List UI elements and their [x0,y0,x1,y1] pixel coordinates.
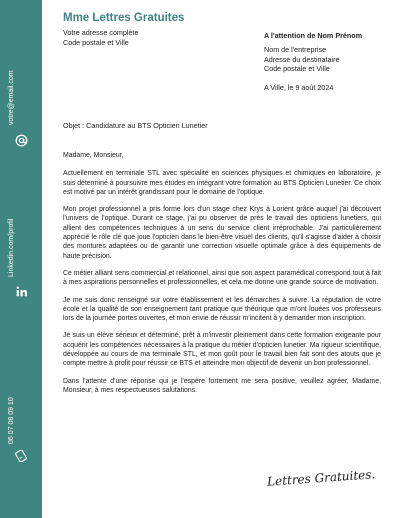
sidebar-phone[interactable]: 06 07 08 09 10 [8,397,15,444]
sidebar [0,0,42,518]
letter-paragraph: Dans l'attente d'une réponse qui je l'espère fortement me sera positive, veuillez agréer, Madame, Monsieur, à mes respectueuses salutations. [63,377,381,394]
sidebar-linkedin[interactable]: Linkedin.com/profil [8,218,15,277]
letter-paragraph: Actuellement en terminale STL avec spécialité en sciences physiques et chimiques en laboratoire, je suis déterminé à poursuivre mes études en intégrant votre formation au BTS Opticien Lunetier. Ce choix est motivé par un intérêt grandissant pour le domaine de l'optique. [63,170,381,196]
signature: Lettres Gratuites. [266,467,376,489]
phone-icon [14,449,28,463]
letter-paragraph: Ce métier alliant sens commercial et relationnel, ainsi que son aspect paramédical correspond tout à fait à mes aspirations personnelles et professionnelles, et cela me donne une grande source de motivation. [63,269,381,287]
recipient-company: Nom de l'entreprise [264,45,327,54]
letter-date: A Ville, le 9 août 2024 [264,83,334,92]
letter-body [63,151,381,403]
letter-paragraph: Je me suis donc renseigné sur votre établissement et les démarches à suivre. La réputation de votre école et la qualité de son enseignement tant pratique que théorique que m'ont louées vos professeurs lors de la journée portes ouvertes, et mon envie de réussir m'incitent à y demander mon inscription. [63,296,381,323]
recipient-block [264,31,362,74]
sidebar-email[interactable]: votre@email.com [8,70,15,125]
sender-address: Votre adresse complète [63,28,139,37]
sender-name: Mme Lettres Gratuites [63,12,185,24]
sender-block [63,12,184,47]
sender-city: Code postale et Ville [63,37,129,47]
recipient-address: Adresse du destinataire [264,54,340,64]
letter-greeting: Madame, Monsieur, [63,152,124,159]
at-sign-icon [14,133,28,147]
recipient-attention: A l'attention de Nom Prénom [264,31,363,40]
letter-paragraph: Mon projet professionnel a pris forme lors d'un stage chez Krys à Lorient grâce auquel j'ai découvert l'univers de l'optique. Durant ce stage, j'ai pu observer de près le travail des opticiens lunetiers, qui allient des compétences techniques à un sens du service client irréprochable. J'ai particulièrement apprécié le rôle clé que joue l'opticien dans le bien-être visuel des clients, qu'il s'agisse d'aider à choisir des montures adaptées ou de garantir une correction visuelle optimale grâce à des équipements de haute précision. [63,206,381,260]
linkedin-icon [14,284,28,298]
letter-paragraph: Je suis un élève sérieux et déterminé, prêt à m'investir pleinement dans cette formation exigeante pour acquérir les compétences nécessaires à la pratique du métier d'opticien lunetier. Ma rigueur scientifique, développée au cours de ma terminale STL, et mon goût pour le travail bien fait sont des atouts que je compte mettre à profit pour réussir ce BTS et atteindre mon objectif de devenir un bon professionnel. [63,332,381,368]
letter-subject: Objet : Candidature au BTS Opticien Lunetier [63,121,208,130]
recipient-city: Code postale et Ville [264,64,330,73]
